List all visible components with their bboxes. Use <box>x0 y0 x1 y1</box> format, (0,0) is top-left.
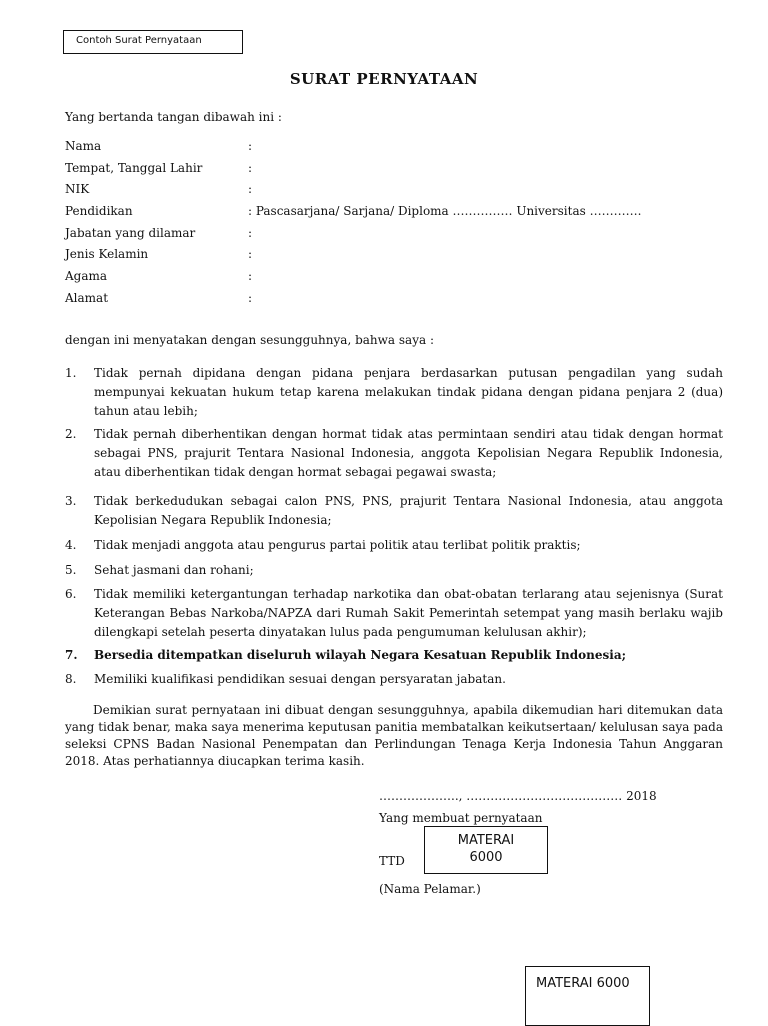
field-value: : <box>248 269 253 284</box>
list-item <box>65 561 723 580</box>
list-item-text: Tidak menjadi anggota atau pengurus partai politik atau terlibat politik praktis; <box>94 538 581 552</box>
list-item <box>65 536 723 555</box>
document-tag: Contoh Surat Pernyataan <box>63 30 243 54</box>
statement-list <box>65 364 723 689</box>
field-row <box>65 139 641 161</box>
list-item-text: Tidak pernah dipidana dengan pidana penjara berdasarkan putusan pengadilan yang sudah mempunyai kekuatan hukum tetap karena melakukan tindak pidana dengan pidana penjara 2 (dua) tahun atau lebih; <box>94 366 723 418</box>
list-item-number: 8. <box>65 672 77 686</box>
closing-paragraph: Demikian surat pernyataan ini dibuat dengan sesungguhnya, apabila dikemudian hari ditemukan data yang tidak benar, maka saya menerima keputusan panitia membatalkan keikutsertaan/ kelulusan saya pada seleksi CPNS Badan Nasional Penempatan dan Perlindungan Tenaga Kerja Indonesia Tahun Anggaran 2018. Atas perhatiannya diucapkan terima kasih. <box>65 703 723 768</box>
list-item-text: Tidak memiliki ketergantungan terhadap narkotika dan obat-obatan terlarang atau sejenisnya (Surat Keterangan Bebas Narkoba/NAPZA dari Rumah Sakit Pemerintah setempat yang masih berlaku wajib dilengkapi setelah peserta dinyatakan lulus pada pengumuman kelulusan akhir); <box>94 587 723 639</box>
list-item <box>65 585 723 642</box>
signature-date-line: ……………….., ………………………………… 2018 <box>379 789 657 803</box>
list-item-number: 7. <box>65 648 78 662</box>
list-item <box>65 646 723 665</box>
field-value: : <box>248 290 253 305</box>
list-item-number: 4. <box>65 538 77 552</box>
stamp-line-1: MATERAI <box>457 833 515 848</box>
list-item-text: Tidak berkedudukan sebagai calon PNS, PNS, prajurit Tentara Nasional Indonesia, atau anggota Kepolisian Negara Republik Indonesia; <box>94 494 723 527</box>
field-label: Agama <box>65 269 108 284</box>
field-row <box>65 269 641 291</box>
field-row <box>65 161 641 183</box>
field-label: Tempat, Tanggal Lahir <box>65 160 203 175</box>
list-item-number: 3. <box>65 494 77 508</box>
field-row <box>65 291 641 313</box>
field-value: : <box>248 247 253 262</box>
list-item <box>65 670 723 689</box>
field-label: Nama <box>65 139 102 153</box>
declaration-text: dengan ini menyatakan dengan sesungguhnya, bahwa saya : <box>65 333 434 347</box>
bottom-stamp-box: MATERAI 6000 <box>525 966 650 1026</box>
field-row <box>65 204 641 226</box>
list-item-text: Sehat jasmani dan rohani; <box>94 563 254 577</box>
list-item-text: Memiliki kualifikasi pendidikan sesuai dengan persyaratan jabatan. <box>94 672 506 686</box>
field-label: Jabatan yang dilamar <box>65 225 196 240</box>
field-label: Jenis Kelamin <box>65 247 149 262</box>
list-item <box>65 425 723 482</box>
stamp-line-2: 6000 <box>469 850 503 865</box>
field-value: : <box>248 139 253 153</box>
list-item-number: 5. <box>65 563 77 577</box>
field-value: : <box>248 182 253 197</box>
list-item-number: 1. <box>65 366 77 380</box>
signature-name: (Nama Pelamar.) <box>379 882 481 896</box>
field-value: : <box>248 160 253 175</box>
field-row <box>65 182 641 204</box>
field-label: NIK <box>65 182 90 197</box>
list-item <box>65 492 723 530</box>
list-item-number: 6. <box>65 587 77 601</box>
signature-maker-label: Yang membuat pernyataan <box>379 811 543 825</box>
field-label: Alamat <box>65 290 109 305</box>
field-row <box>65 247 641 269</box>
stamp-box <box>424 826 548 874</box>
field-label: Pendidikan <box>65 204 133 219</box>
list-item-text: Tidak pernah diberhentikan dengan hormat tidak atas permintaan sendiri atau tidak dengan hormat sebagai PNS, prajurit Tentara Nasional Indonesia, anggota Kepolisian Negara Republik Indonesia, atau diberhentikan tidak dengan hormat sebagai pegawai swasta; <box>94 427 723 479</box>
intro-text: Yang bertanda tangan dibawah ini : <box>65 110 282 124</box>
list-item-number: 2. <box>65 427 77 441</box>
signature-ttd-label: TTD <box>379 854 405 868</box>
field-value: : Pascasarjana/ Sarjana/ Diploma …………… Universitas …………. <box>248 204 642 219</box>
list-item-text: Bersedia ditempatkan diseluruh wilayah Negara Kesatuan Republik Indonesia; <box>94 648 627 662</box>
field-value: : <box>248 225 253 240</box>
list-item <box>65 364 723 421</box>
identity-fields <box>65 139 641 313</box>
field-row <box>65 226 641 248</box>
document-title: SURAT PERNYATAAN <box>289 70 479 88</box>
